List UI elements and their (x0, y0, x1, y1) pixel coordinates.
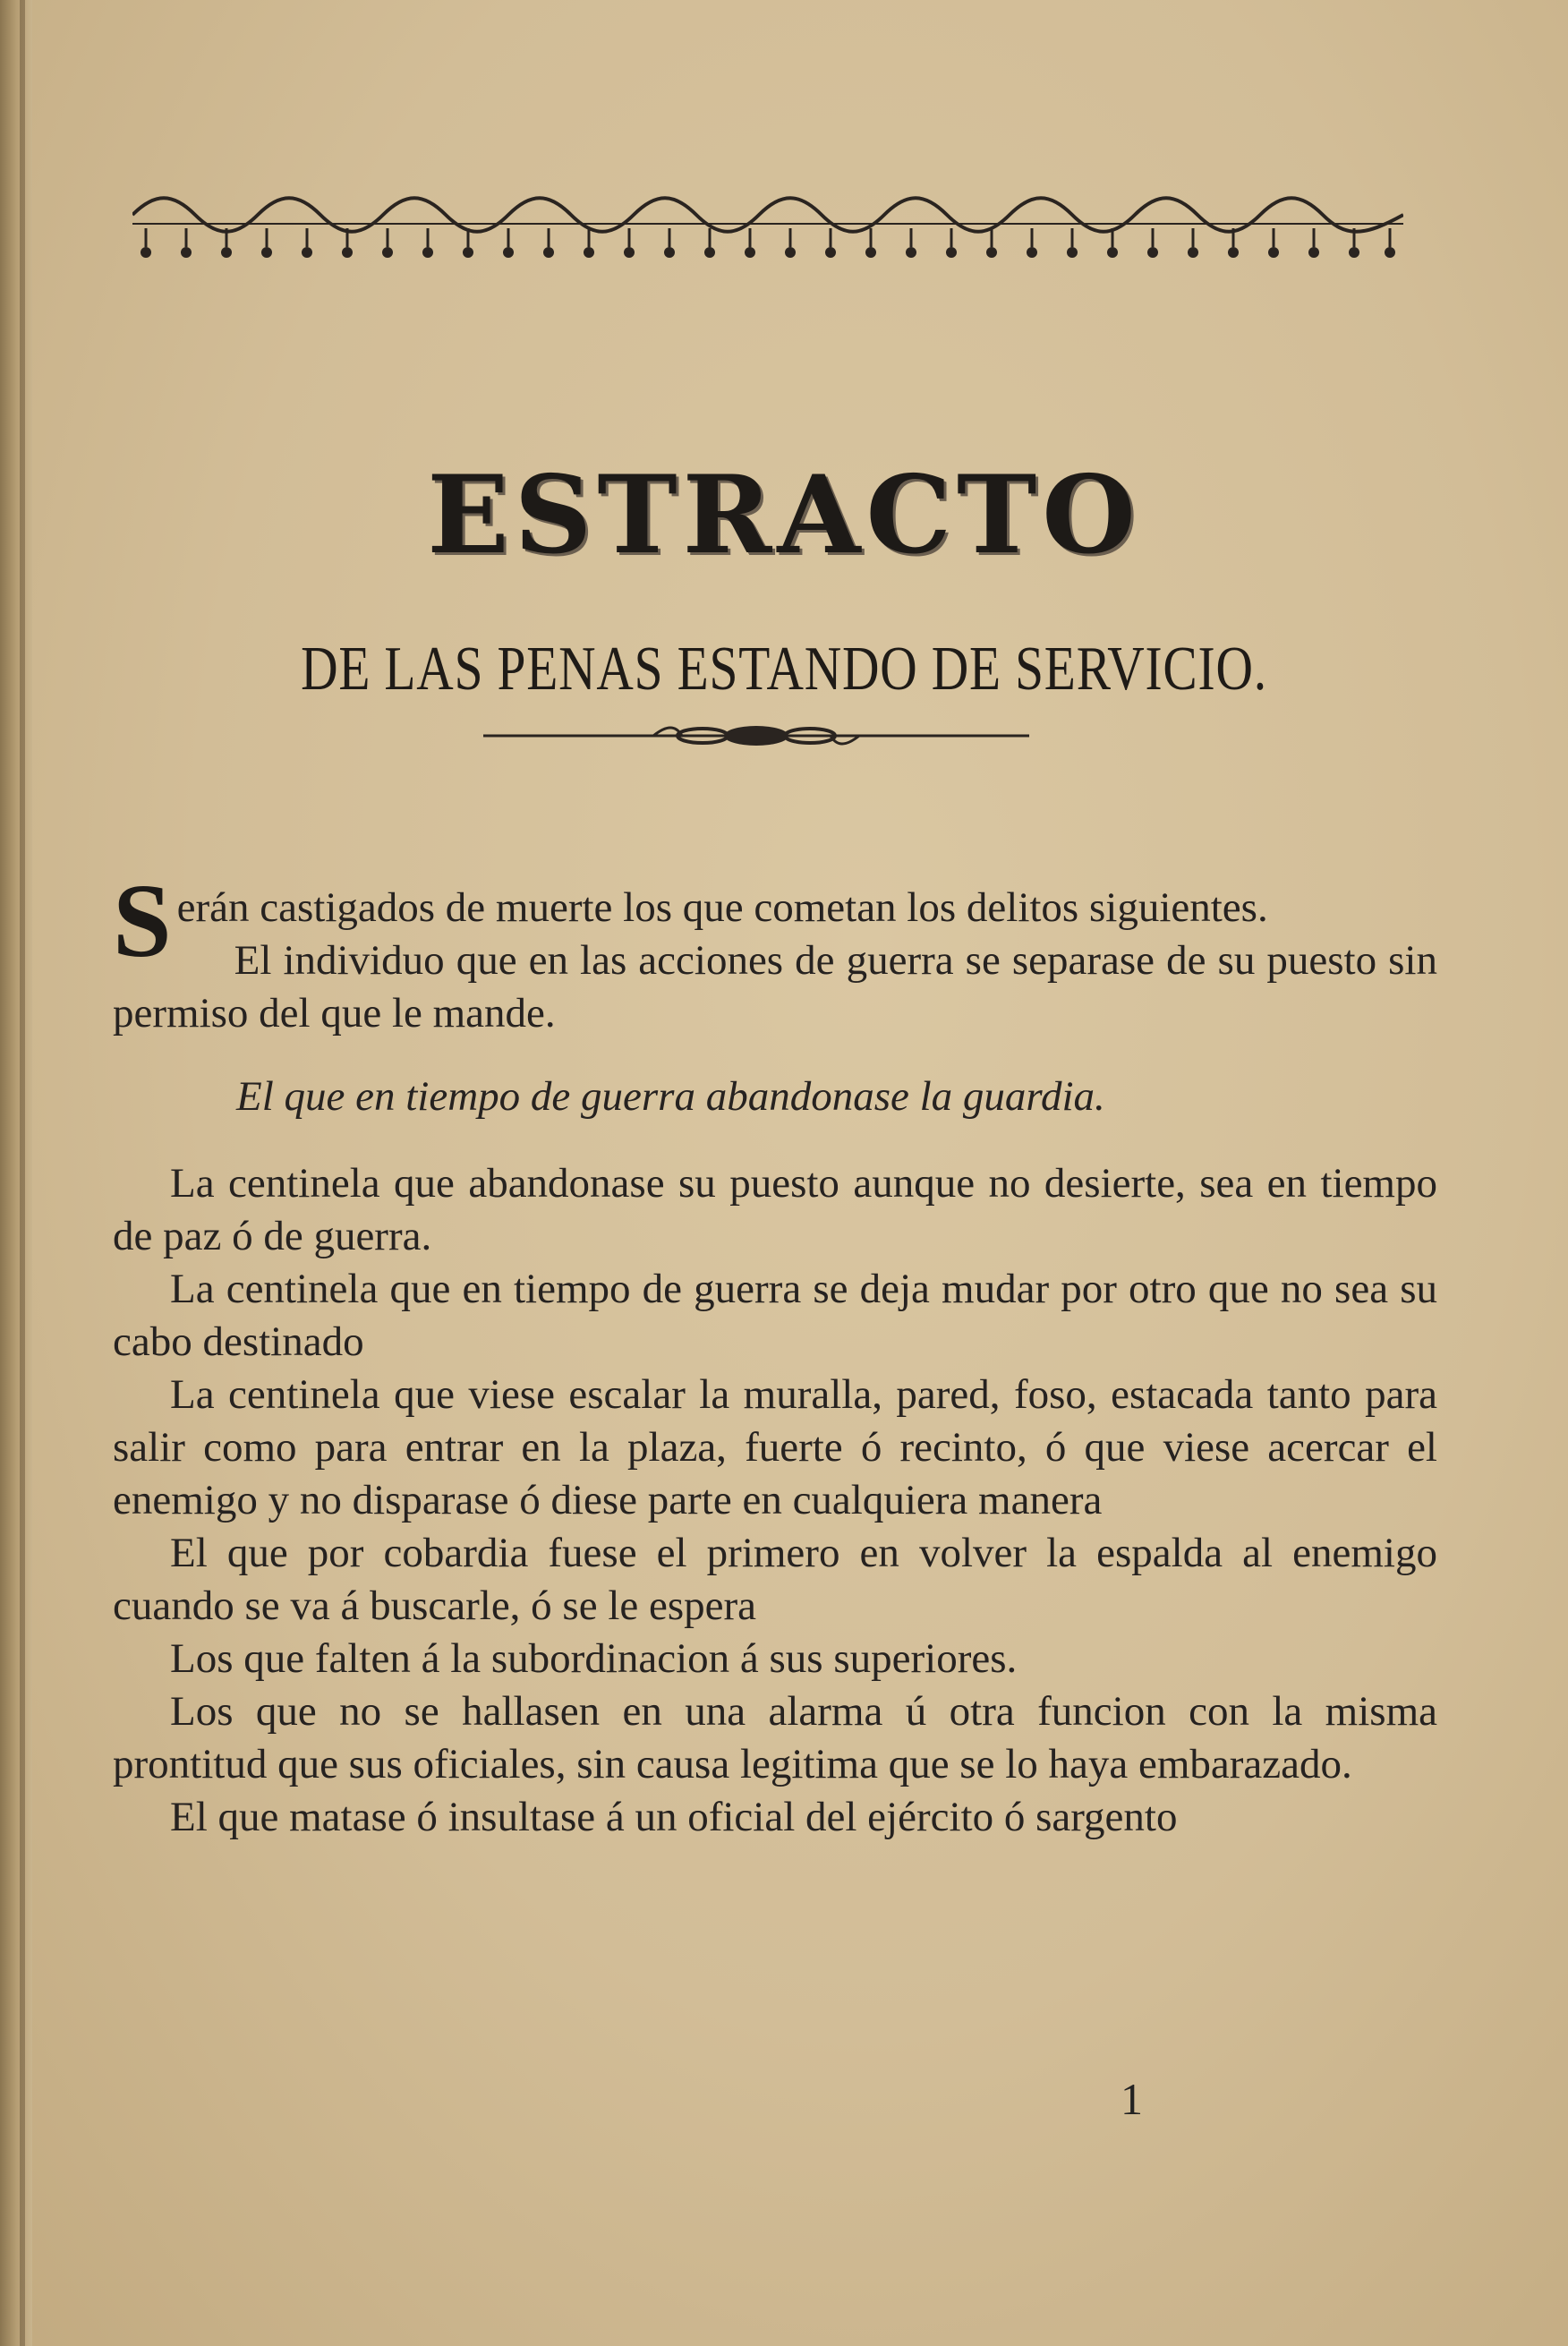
paragraph: Los que falten á la subordinacion á sus superiores. (170, 1635, 1018, 1682)
document-subtitle: DE LAS PENAS ESTANDO DE SERVICIO. (301, 635, 1267, 704)
document-title: ESTRACTO (427, 452, 1141, 578)
drop-cap: S (113, 862, 172, 979)
paragraph: La centinela que viese escalar la muralla, pared, foso, estacada tanto para salir como para entrar en la plaza, fuerte ó recinto, ó que viese acercar el enemigo y no disparase ó diese parte en cualquiera manera (113, 1371, 1437, 1523)
paragraph: El individuo que en las acciones de guerra se separase de su puesto sin permiso del que le mande. (113, 937, 1437, 1037)
body-text (113, 862, 1437, 1844)
paragraph-intro: Serán castigados de muerte los que cometan los delitos siguientes. (113, 862, 1268, 979)
paragraph: El que matase ó insultase á un oficial del ejército ó sargento (170, 1794, 1178, 1840)
paragraph: Los que no se hallasen en una alarma ú otra funcion con la misma prontitud que sus oficiales, sin causa legitima que se lo haya embarazado. (113, 1688, 1437, 1787)
decorative-vine-border (132, 188, 1403, 269)
page-number: 1 (1121, 2074, 1143, 2124)
binding-stitch-line (20, 0, 25, 2346)
scroll-flourish-divider (483, 716, 1029, 752)
paragraph: La centinela que abandonase su puesto aunque no desierte, sea en tiempo de paz ó de guerra. (113, 1160, 1437, 1259)
paragraph: El que por cobardia fuese el primero en volver la espalda al enemigo cuando se va á buscarle, ó se le espera (113, 1530, 1437, 1629)
paragraph-italic: El que en tiempo de guerra abandonase la guardia. (236, 1073, 1105, 1120)
book-binding-edge (0, 0, 32, 2346)
paragraph: La centinela que en tiempo de guerra se deja mudar por otro que no sea su cabo destinado (113, 1266, 1437, 1365)
